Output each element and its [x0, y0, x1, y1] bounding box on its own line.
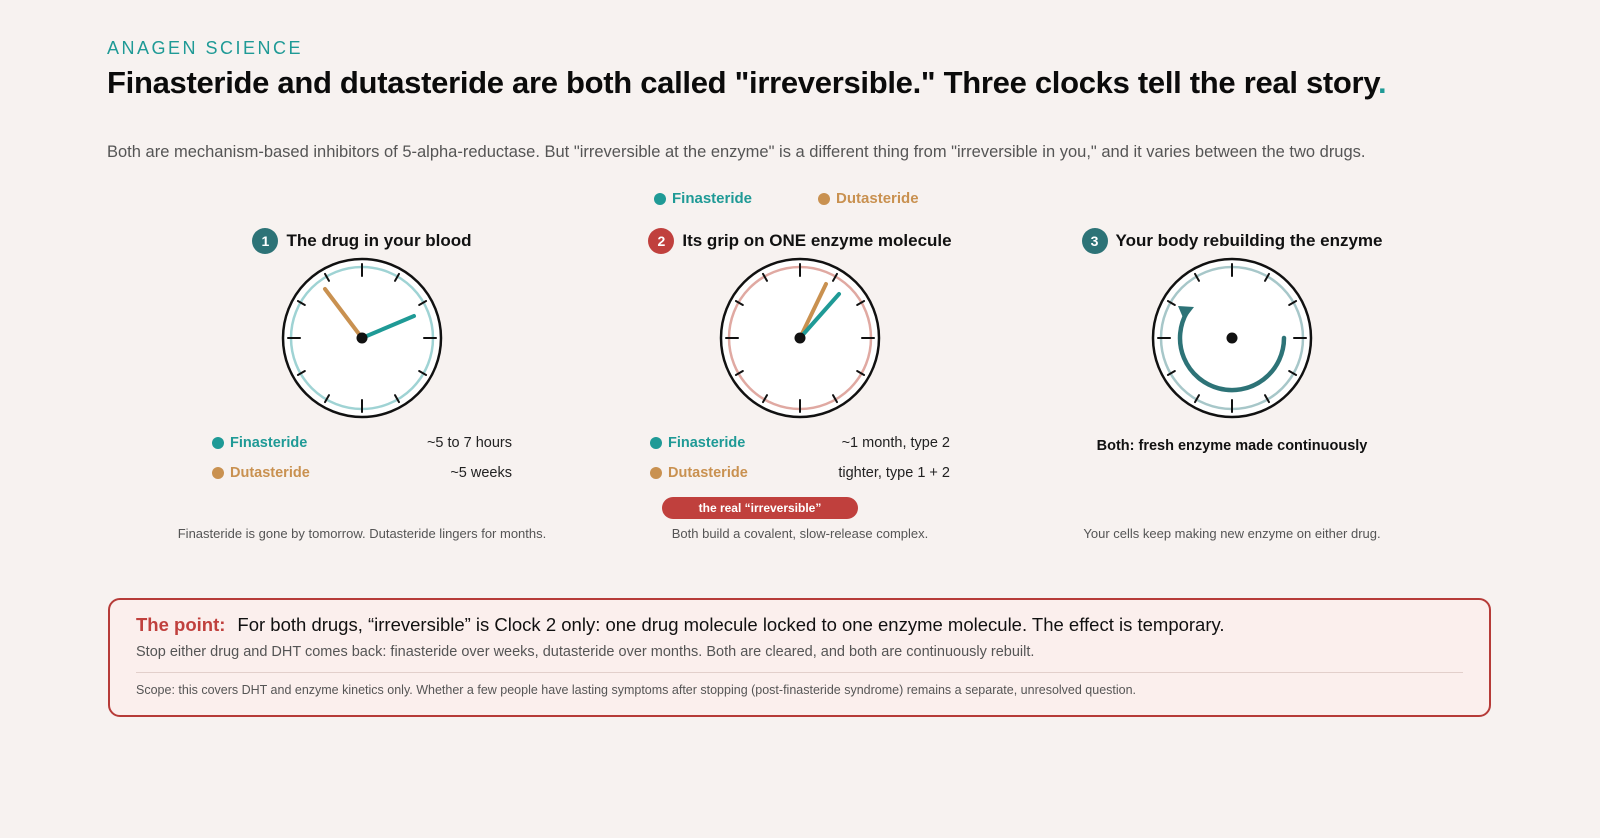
row-value: ~5 to 7 hours — [426, 435, 512, 451]
clock-2-title: Its grip on ONE enzyme molecule — [682, 231, 952, 250]
point-sub: Stop either drug and DHT comes back: finasteride over weeks, dutasteride over months. Both are cleared, and both are continuously rebuilt. — [136, 644, 1035, 660]
legend-dutasteride-label: Dutasteride — [836, 190, 919, 207]
clock-2-heading — [590, 226, 1010, 256]
clock-2-icon — [718, 256, 882, 420]
legend-finasteride — [654, 190, 752, 207]
row-label: Finasteride — [230, 435, 308, 451]
row-label: Dutasteride — [668, 465, 748, 481]
legend — [654, 190, 919, 207]
clock-2-row-dutasteride — [650, 458, 950, 488]
legend-dutasteride — [818, 190, 919, 207]
clock-1-row-finasteride — [212, 428, 512, 458]
point-scope: Scope: this covers DHT and enzyme kinetics only. Whether a few people have lasting symptoms after stopping (post-finasteride syndrome) remains a separate, unresolved question. — [136, 683, 1137, 697]
point-main — [136, 614, 1463, 636]
clock-2-panel — [590, 226, 1010, 541]
clock-3-summary: Both: fresh enzyme made continuously — [1096, 438, 1368, 454]
point-callout — [108, 598, 1491, 717]
clock-3-panel — [1022, 226, 1442, 541]
clock-1-title: The drug in your blood — [286, 231, 472, 250]
dutasteride-dot-icon — [818, 193, 830, 205]
page-title-text: Finasteride and dutasteride are both called "irreversible." Three clocks tell the real story — [107, 65, 1378, 100]
clock-1-icon — [280, 256, 444, 420]
clock-3-icon — [1150, 256, 1314, 420]
clock-2-number: 2 — [648, 228, 674, 254]
clock-2-caption: Both build a covalent, slow-release complex. — [671, 526, 929, 541]
clock-3-heading — [1022, 226, 1442, 256]
point-main-text: For both drugs, “irreversible” is Clock 2 only: one drug molecule locked to one enzyme molecule. The effect is temporary. — [237, 614, 1225, 635]
clock-2-rows — [650, 428, 950, 488]
clock-1-rows — [212, 428, 512, 488]
irreversible-badge: the real “irreversible” — [662, 497, 858, 519]
row-label: Finasteride — [668, 435, 746, 451]
title-dot: . — [1377, 65, 1387, 100]
clock-3-number: 3 — [1082, 228, 1108, 254]
clock-1-heading — [152, 226, 572, 256]
point-label: The point: — [136, 614, 226, 635]
clock-1-panel — [152, 226, 572, 541]
clock-3-title: Your body rebuilding the enzyme — [1115, 231, 1383, 250]
brand-label: ANAGEN SCIENCE — [107, 38, 304, 58]
row-label: Dutasteride — [230, 465, 310, 481]
page-subtitle: Both are mechanism-based inhibitors of 5-alpha-reductase. But "irreversible at the enzyme" is a different thing from "irreversible in you," and it varies between the two drugs. — [107, 143, 1366, 161]
legend-finasteride-label: Finasteride — [672, 190, 753, 207]
clock-1-row-dutasteride — [212, 458, 512, 488]
clock-1-number: 1 — [252, 228, 278, 254]
finasteride-dot-icon — [212, 437, 224, 449]
page-title — [107, 66, 1507, 100]
finasteride-dot-icon — [654, 193, 666, 205]
clock-3-caption: Your cells keep making new enzyme on either drug. — [1083, 526, 1381, 541]
row-value: tighter, type 1 + 2 — [838, 465, 950, 481]
clock-2-row-finasteride — [650, 428, 950, 458]
dutasteride-dot-icon — [212, 467, 224, 479]
dutasteride-dot-icon — [650, 467, 662, 479]
row-value: ~5 weeks — [450, 465, 512, 481]
row-value: ~1 month, type 2 — [841, 435, 950, 451]
point-divider — [136, 672, 1463, 673]
finasteride-dot-icon — [650, 437, 662, 449]
clock-1-caption: Finasteride is gone by tomorrow. Dutasteride lingers for months. — [177, 526, 547, 541]
